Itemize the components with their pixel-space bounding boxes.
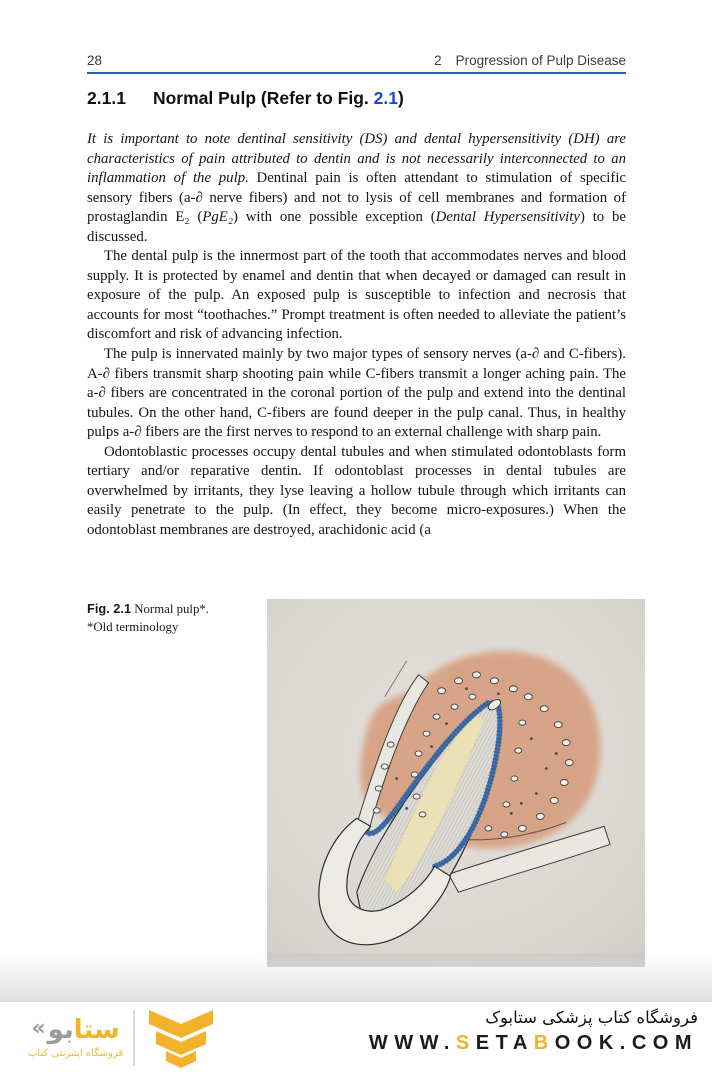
- section-heading: [87, 88, 647, 109]
- figure-label: Fig. 2.1: [87, 601, 132, 616]
- paragraph-3: The pulp is innervated mainly by two major types of sensory nerves (a-∂ and C-fibers). A-∂ fibers transmit sharp shooting pain while C-fibers transmit a longer aching pain. The a-∂ fibers are concentrated in the coronal portion of the pulp and extend into the dentinal tubules. On the other hand, C-fibers are found deeper in the pulp canal. Thus, in healthy pulps a-∂ fibers are the first nerves to respond to an external challenge with sharp pain.: [87, 346, 626, 441]
- paragraph-1: [87, 130, 626, 247]
- paragraph-4: Odontoblastic processes occupy dental tubules and when stimulated odontoblasts form tertiary and/or reparative dentin. If odontoblast processes in dental tubules are overwhelmed by irritants, they lyse leaving a hollow tubule through which irritants can easily penetrate to the pulp. (In effect, they become micro-exposures.) When the odontoblast membranes are destroyed, arachidonic acid (a: [87, 443, 626, 538]
- body-text: [87, 130, 626, 540]
- url-eta: ETA: [475, 1032, 534, 1054]
- p1-roman-c: ) to be discussed.: [87, 209, 627, 245]
- logo-text-column: [28, 1014, 124, 1060]
- paragraph-2: The dental pulp is the innermost part of the tooth that accommodates nerves and blood supply. It is protected by enamel and dentin that when decayed or damaged can result in exposure of the pulp. An exposed pulp is susceptible to infection and necrosis that accounts for most “toothaches.” Prompt treatment is often needed to alleviate the patient’s discomfort and risk of advancing infection.: [87, 248, 626, 343]
- section-title-close: ): [397, 88, 404, 108]
- url-www: WWW.: [368, 1032, 456, 1054]
- logo-word: [47, 1014, 120, 1045]
- section-number: 2.1.1: [87, 88, 126, 108]
- setabook-logo: [28, 1006, 217, 1070]
- figure-caption-text: Normal pulp*.: [134, 602, 209, 616]
- figure-photo: [267, 598, 645, 968]
- running-title: Progression of Pulp Disease: [455, 53, 626, 68]
- guillemet-icon: «: [31, 1015, 46, 1041]
- running-header: [87, 53, 626, 68]
- p1-italic-dh: Dental Hypersensitivity: [435, 209, 580, 226]
- logo-word-yellow: ستا: [73, 1014, 120, 1045]
- p1-italic-lead: It is important to note dentinal sensitivity (DS) and dental hypersensitivity (DH) are characteristics of pain attributed to dentin and is not necessarily interconnected to an inflammation of the pulp.: [87, 131, 626, 187]
- running-title-group: [434, 53, 626, 68]
- section-title-text: Normal Pulp (Refer to Fig.: [152, 88, 374, 108]
- logo-divider: [133, 1010, 135, 1066]
- logo-subtitle: فروشگاه اینترنتی کتاب: [28, 1048, 124, 1060]
- tooth-illustration: [267, 598, 645, 968]
- page-number: 28: [87, 53, 103, 68]
- logo-word-gray: بو: [47, 1014, 74, 1045]
- logo-wordmark: [31, 1014, 120, 1045]
- chapter-number: 2: [434, 53, 442, 68]
- p1-roman-b: ) with one possible exception (: [232, 209, 436, 226]
- page-bottom-fade: [0, 956, 712, 1002]
- store-website: [369, 1032, 698, 1055]
- figure-reference-link[interactable]: 2.1: [373, 88, 398, 108]
- footer-store-info: [369, 1008, 698, 1055]
- store-name-farsi: فروشگاه کتاب پزشکی ستابوک: [485, 1008, 698, 1027]
- header-rule: [87, 72, 626, 74]
- p1-roman-a: Dentinal pain is often attendant to stimulation of specific sensory fibers (a-∂ nerve fibers) and not to lysis of cell membranes and formation of prostaglandin E₂ (: [87, 170, 627, 226]
- p1-italic-pge2: PgE₂: [202, 209, 233, 226]
- figure-caption: [87, 600, 263, 636]
- url-ook-com: OOK.COM: [554, 1032, 698, 1054]
- url-s-highlight: S: [455, 1032, 476, 1054]
- url-b-highlight: B: [533, 1032, 555, 1054]
- figure-footnote: *Old terminology: [87, 619, 179, 634]
- footer-banner: [0, 1002, 712, 1079]
- chevron-emblem-icon: [145, 1006, 217, 1070]
- section-title: [153, 88, 404, 109]
